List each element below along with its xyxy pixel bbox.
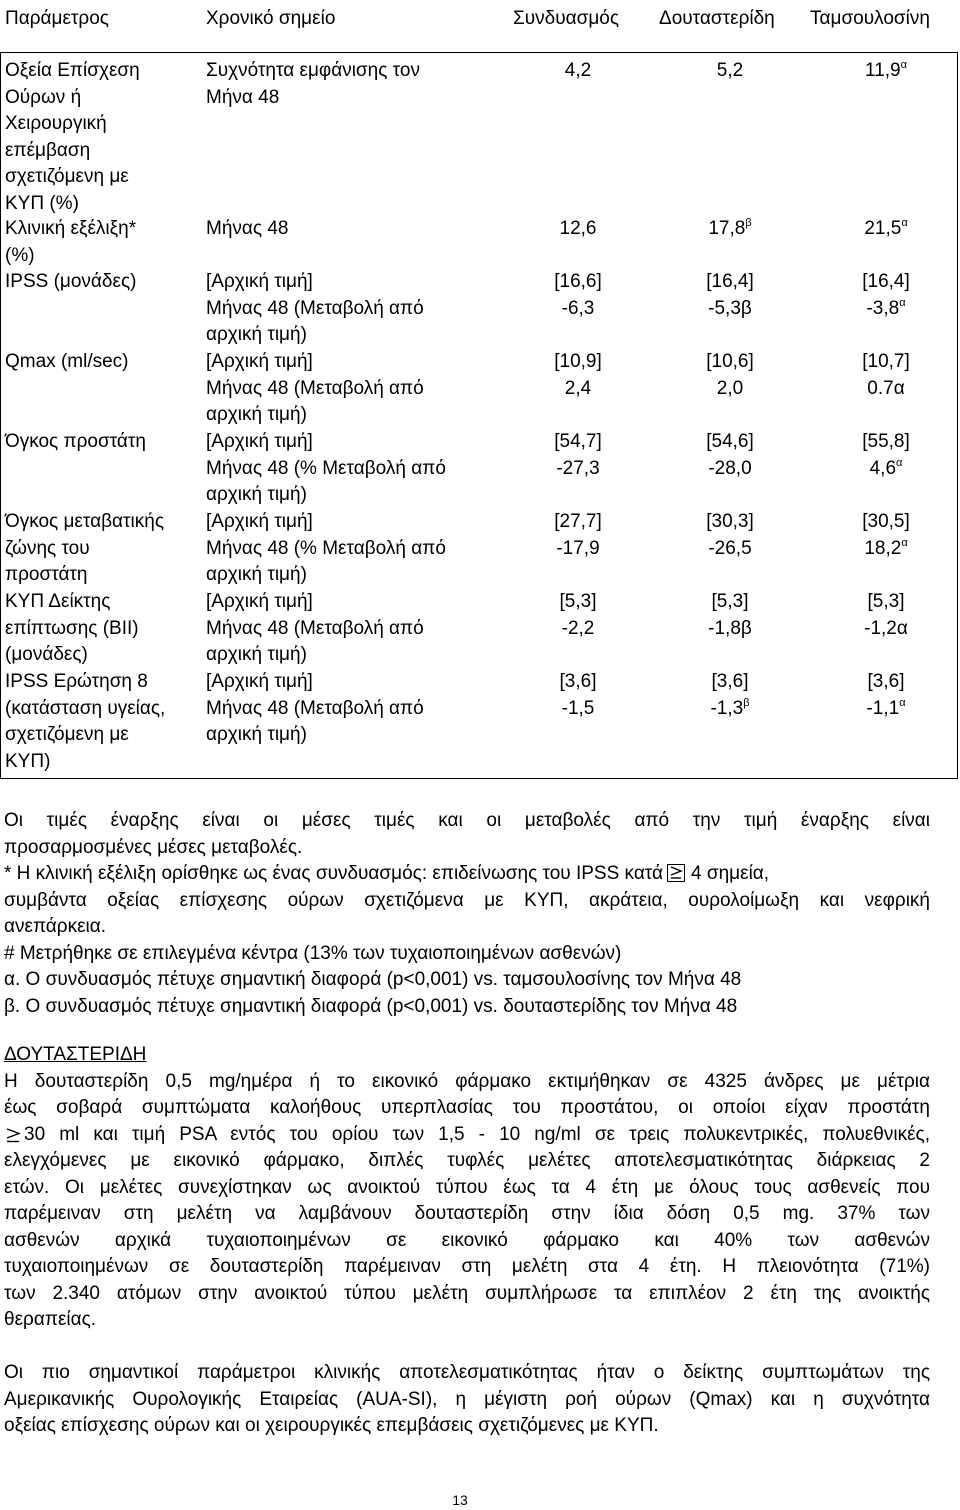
cell-combo <box>508 58 648 85</box>
cell-combo-value: 12,6 <box>559 218 597 239</box>
cell-combo-value: [16,6] -6,3 <box>554 271 602 319</box>
para2-line2: Αμερικανικής Ουρολογικής Εταιρείας (AUA-SI), η μέγιστη ροή ούρων (Qmax) και η συχνότητα <box>4 1388 930 1410</box>
cell-time: [Αρχική τιμή] Μήνας 48 (Μεταβολή από αρχική τιμή) <box>206 271 424 345</box>
cell-tam <box>816 589 956 642</box>
cell-dut <box>660 269 800 322</box>
cell-combo <box>508 509 648 562</box>
cell-dut <box>660 669 800 722</box>
cell-dut <box>660 429 800 482</box>
header-parameter: Παράμετρος <box>5 8 109 29</box>
cell-tam-value: 21,5 <box>864 218 902 239</box>
table-bottom-border <box>0 778 958 779</box>
paragraph-gap <box>4 1334 930 1361</box>
cell-dut <box>660 58 800 85</box>
cell-dut <box>660 589 800 642</box>
cell-tam-value: [10,7] 0.7α <box>862 351 910 399</box>
para1-line10: θεραπείας. <box>4 1309 97 1330</box>
table-top-border <box>0 52 958 53</box>
cell-tam-superscript: α <box>901 536 908 549</box>
cell-param: Qmax (ml/sec) <box>5 351 129 372</box>
header-dutasteride: Δουταστερίδη <box>659 8 775 29</box>
cell-tam-value: [16,4] -3,8 <box>862 271 910 319</box>
cell-time: [Αρχική τιμή] Μήνας 48 (% Μεταβολή από αρχική τιμή) <box>206 511 446 585</box>
cell-dut <box>660 509 800 562</box>
footnote-alpha: α. Ο συνδυασμός πέτυχε σημαντική διαφορά (p<0,001) vs. ταμσουλοσίνης τον Μήνα 48 <box>4 969 742 990</box>
cell-combo <box>508 669 648 722</box>
cell-time: [Αρχική τιμή] Μήνας 48 (% Μεταβολή από αρχική τιμή) <box>206 431 446 505</box>
cell-tam-superscript: α <box>900 59 907 71</box>
cell-tam <box>816 58 956 85</box>
para1-line2: έως σοβαρά συμπτώματα καλοήθους υπερπλασίας του προστάτου, οι οποίοι είχαν προστάτη <box>4 1097 930 1118</box>
cell-combo-value: 4,2 <box>564 60 592 81</box>
cell-tam-value: 11,9 <box>865 60 901 81</box>
cell-param: Όγκος μεταβατικής ζώνης του προστάτη <box>5 511 164 585</box>
cell-dut-superscript: β <box>745 217 752 229</box>
cell-tam-value: [30,5] 18,2 <box>862 511 910 559</box>
para1-line8: τυχαιοποιημένων σε δουταστερίδη παρέμειναν στη μελέτη στα 4 έτη. Η πλειονότητα (71%) <box>4 1256 930 1277</box>
cell-combo-value: [10,9] 2,4 <box>554 351 602 399</box>
cell-dut-value: [54,6] -28,0 <box>706 431 754 479</box>
footnote-3: # Μετρήθηκε σε επιλεγμένα κέντρα (13% των τυχαιοποιημένων ασθενών) <box>4 942 622 964</box>
cell-combo <box>508 269 648 322</box>
cell-combo <box>508 216 648 243</box>
cell-dut <box>660 349 800 402</box>
para2-line3: οξείας επίσχεσης ούρων και οι χειρουργικές επεμβάσεις σχετιζόμενες με ΚΥΠ. <box>4 1415 659 1436</box>
footnote-2-value: 4 σημεία, <box>691 863 770 884</box>
cell-tam <box>816 509 956 562</box>
cell-param: ΚΥΠ Δείκτης επίπτωσης (BII) (μονάδες) <box>5 591 139 665</box>
para1-line1: Η δουταστερίδη 0,5 mg/ημέρα ή το εικονικό φάρμακο εκτιμήθηκαν σε 4325 άνδρες με μέτρια <box>4 1070 930 1092</box>
cell-dut-value: [16,4] -5,3β <box>706 271 754 319</box>
cell-tam-superscript: α <box>899 696 906 709</box>
cell-tam-value: [3,6] -1,1 <box>866 671 905 719</box>
cell-dut-value: [10,6] 2,0 <box>706 351 754 399</box>
table-right-border <box>957 52 958 779</box>
cell-tam <box>816 216 956 243</box>
cell-tam-value: [55,8] 4,6 <box>862 431 910 479</box>
footnote-2-line2: συμβάντα οξείας επίσχεσης ούρων σχετιζόμενα με ΚΥΠ, ακράτεια, ουρολοίμωξη και νεφρική <box>4 889 930 911</box>
cell-tam-superscript: α <box>899 296 906 309</box>
para1-line7: ασθενών αρχικά τυχαιοποιημένων σε εικονικό φάρμακο και 40% των ασθενών <box>4 1229 930 1251</box>
cell-combo <box>508 589 648 642</box>
cell-time: [Αρχική τιμή] Μήνας 48 (Μεταβολή από αρχική τιμή) <box>206 671 424 745</box>
cell-combo-value: [5,3] -2,2 <box>559 591 597 639</box>
greater-equal-icon <box>667 864 685 882</box>
cell-param: IPSS (μονάδες) <box>5 271 137 292</box>
cell-param: Οξεία Επίσχεση Ούρων ή Χειρουργική επέμβαση σχετιζόμενη με ΚΥΠ (%) <box>5 60 140 214</box>
footnote-1: Οι τιμές έναρξης είναι οι μέσες τιμές και οι μεταβολές από την τιμή έναρξης είναι <box>4 810 930 831</box>
cell-dut <box>660 216 800 243</box>
cell-dut-value: 17,8 <box>708 218 746 239</box>
table-footnotes <box>4 808 930 1020</box>
cell-dut-value: 5,2 <box>716 60 744 81</box>
footnote-1-cont: προσαρμοσμένες μέσες μεταβολές. <box>4 836 303 858</box>
header-combination: Συνδυασμός <box>513 8 619 29</box>
cell-param: Όγκος προστάτη <box>5 431 146 452</box>
cell-dut-superscript: β <box>743 696 750 709</box>
cell-tam-superscript: α <box>896 456 903 469</box>
para1-line9: των 2.340 ατόμων στην ανοικτού τύπου μελέτη συμπλήρωσε τα επιπλέον 2 έτη της ανοικτής <box>4 1282 930 1304</box>
table-left-border <box>0 52 1 779</box>
cell-time: Συχνότητα εμφάνισης τον Μήνα 48 <box>206 60 420 108</box>
header-tamsulosin: Ταμσουλοσίνη <box>810 8 930 29</box>
cell-tam <box>816 429 956 482</box>
cell-tam-superscript: α <box>901 217 908 229</box>
cell-tam <box>816 269 956 322</box>
cell-time: Μήνας 48 <box>206 218 289 239</box>
cell-param: IPSS Ερώτηση 8 (κατάσταση υγείας, σχετιζόμενη με ΚΥΠ) <box>5 671 166 772</box>
cell-tam-value: [5,3] -1,2α <box>864 591 908 639</box>
cell-combo-value: [54,7] -27,3 <box>554 431 602 479</box>
para1-line6: παρέμειναν στη μελέτη να λαμβάνουν δουταστερίδη στην ίδια δόση 0,5 mg. 37% των <box>4 1203 930 1224</box>
cell-param: Κλινική εξέλιξη* (%) <box>5 218 137 266</box>
page-number: 13 <box>452 1492 468 1508</box>
cell-combo <box>508 429 648 482</box>
para1-line3 <box>4 1122 930 1149</box>
footnote-2 <box>4 861 930 888</box>
cell-dut-value: [5,3] -1,8β <box>708 591 752 639</box>
cell-dut-value: [3,6] -1,3 <box>710 671 749 719</box>
para2-line1: Οι πιο σημαντικοί παράμετροι κλινικής αποτελεσματικότητας ήταν ο δείκτης συμπτωμάτων της <box>4 1362 930 1383</box>
section-title: ΔΟΥΤΑΣΤΕΡΙΔΗ <box>4 1044 147 1065</box>
cell-time: [Αρχική τιμή] Μήνας 48 (Μεταβολή από αρχική τιμή) <box>206 591 424 665</box>
footnote-beta: β. Ο συνδυασμός πέτυχε σημαντική διαφορά (p<0,001) vs. δουταστερίδης τον Μήνα 48 <box>4 995 738 1017</box>
cell-combo <box>508 349 648 402</box>
cell-dut-value: [30,3] -26,5 <box>706 511 754 559</box>
dutasteride-section <box>4 1042 930 1440</box>
cell-tam <box>816 669 956 722</box>
cell-tam <box>816 349 956 402</box>
header-timepoint: Χρονικό σημείο <box>206 8 336 29</box>
greater-equal-icon <box>4 1126 22 1144</box>
cell-combo-value: [3,6] -1,5 <box>559 671 597 719</box>
cell-time: [Αρχική τιμή] Μήνας 48 (Μεταβολή από αρχική τιμή) <box>206 351 424 425</box>
para1-line4: ελεγχόμενες με εικονικό φάρμακο, διπλές τυφλές μελέτες αποτελεσματικότητας διάρκειας 2 <box>4 1150 930 1171</box>
cell-combo-value: [27,7] -17,9 <box>554 511 602 559</box>
para1-line5: ετών. Οι μελέτες συνεχίστηκαν ως ανοικτού τύπου έως τα 4 έτη με όλους τους ασθενείς που <box>4 1176 930 1198</box>
footnote-2-line3: ανεπάρκεια. <box>4 916 107 937</box>
para1-line3-text: 30 ml και τιμή PSA εντός του ορίου των 1,5 - 10 ng/ml σε τρεις πολυκεντρικές, πολυεθνικές, <box>24 1123 930 1145</box>
footnote-2-text: * Η κλινική εξέλιξη ορίσθηκε ως ένας συνδυασμός: επιδείνωσης του IPSS κατά <box>4 863 664 884</box>
